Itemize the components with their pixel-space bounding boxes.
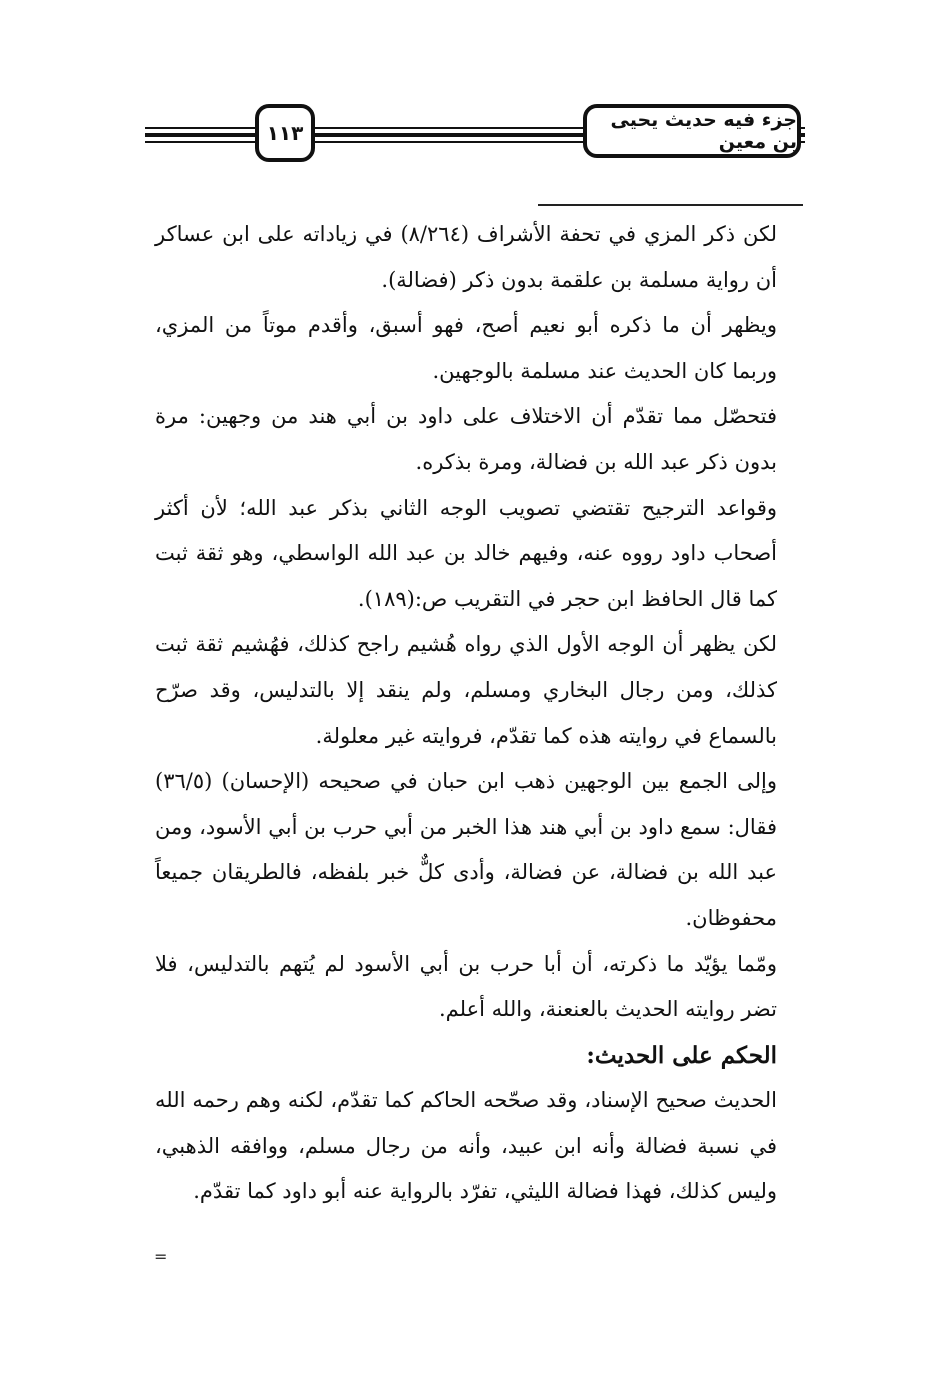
end-mark: = <box>154 1247 168 1266</box>
page-body <box>155 212 777 1215</box>
paragraph: ومّما يؤيّد ما ذكرته، أن أبا حرب بن أبي الأسود لم يُتهم بالتدليس، فلا تضر روايته الحديث بالعنعنة، والله أعلم. <box>155 951 777 1022</box>
paragraph: ويظهر أن ما ذكره أبو نعيم أصح، فهو أسبق، وأقدم موتاً من المزي، وربما كان الحديث عند مسلمة بالوجهين. <box>155 313 777 383</box>
paragraph: لكن يظهر أن الوجه الأول الذي رواه هُشيم راجح كذلك، فهُشيم ثقة ثبت كذلك، ومن رجال البخاري ومسلم، ولم ينقد إلا بالتدليس، وقد صرّح بالسماع في روايته هذه كما تقدّم، فروايته غير معلولة. <box>155 632 777 748</box>
section-heading: الحكم على الحديث: <box>586 1041 777 1069</box>
running-title: جزء فيه حديث يحيى بن معين <box>610 109 797 153</box>
paragraph: لكن ذكر المزي في تحفة الأشراف (٨/٢٦٤) في زياداته على ابن عساكر أن رواية مسلمة بن علقمة بدون ذكر (فضالة). <box>155 222 777 292</box>
paragraph: فتحصّل مما تقدّم أن الاختلاف على داود بن أبي هند من وجهين: مرة بدون ذكر عبد الله بن فضالة، ومرة بذكره. <box>155 404 777 474</box>
running-title-box <box>583 104 801 158</box>
conclusion-paragraph: الحديث صحيح الإسناد، وقد صحّحه الحاكم كما تقدّم، لكنه وهم رحمه الله في نسبة فضالة وأنه ابن عبيد، وأنه من رجال مسلم، ووافقه الذهبي، وليس كذلك، فهذا فضالة الليثي، تفرّد بالرواية عنه أبو داود كما تقدّم. <box>155 1088 777 1204</box>
paragraph: وقواعد الترجيح تقتضي تصويب الوجه الثاني بذكر عبد الله؛ لأن أكثر أصحاب داود رووه عنه، وفيهم خالد بن عبد الله الواسطي، وهو ثقة ثبت كما قال الحافظ ابن حجر في التقريب ص:(١٨٩). <box>155 495 777 611</box>
page-number: ١١٣ <box>266 121 304 145</box>
paragraph: وإلى الجمع بين الوجهين ذهب ابن حبان في صحيحه (الإحسان) (٣٦/٥) فقال: سمع داود بن أبي هند هذا الخبر من أبي حرب بن أبي الأسود، ومن عبد الله بن فضالة، عن فضالة، وأدى كلٌّ خبر بلفظه، فالطريقان جميعاً محفوظان. <box>155 769 777 930</box>
page-number-box <box>255 104 315 162</box>
top-separator-line <box>538 204 803 206</box>
